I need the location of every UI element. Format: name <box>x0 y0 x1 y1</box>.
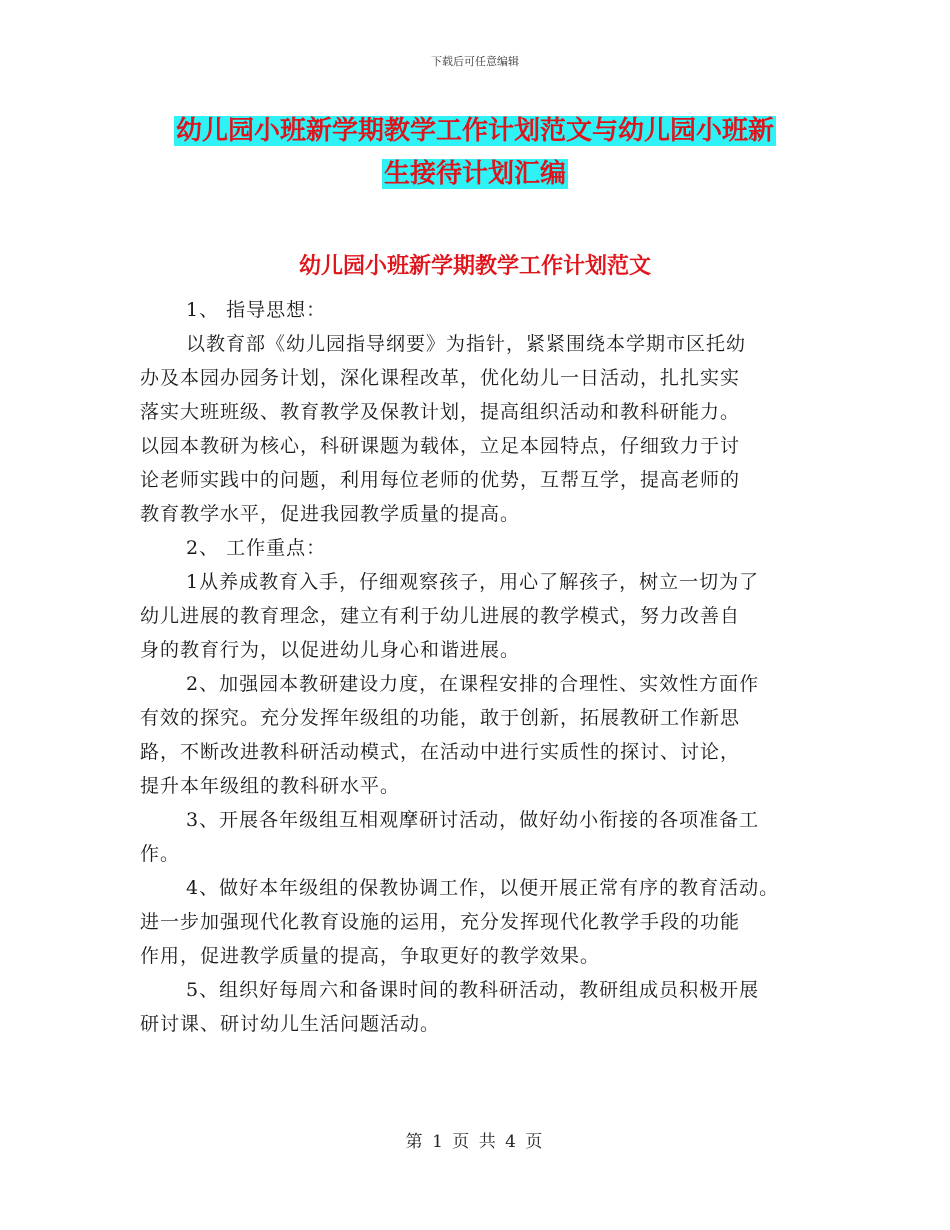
header-note: 下载后可任意编辑 <box>431 55 519 68</box>
body-line: 进一步加强现代化教育设施的运用，充分发挥现代化教学手段的功能 <box>140 911 741 933</box>
document-title-line-2 <box>0 157 950 191</box>
document-title-line-1 <box>0 114 950 148</box>
body-line: 有效的探究。充分发挥年级组的功能，敢于创新，拓展教研工作新思 <box>140 707 741 729</box>
body-line: 作。 <box>140 843 181 865</box>
body-line: 办及本园办园务计划，深化课程改革，优化幼儿一日活动，扎扎实实 <box>140 367 741 389</box>
body-line: 研讨课、研讨幼儿生活问题活动。 <box>140 1013 441 1035</box>
body-line: 4、做好本年级组的保教协调工作，以便开展正常有序的教育活动。 <box>186 877 780 899</box>
body-line: 路，不断改进教科研活动模式，在活动中进行实质性的探讨、讨论， <box>140 741 741 763</box>
page-number-footer: 第 1 页 共 4 页 <box>405 1132 545 1152</box>
body-line: 2、加强园本教研建设力度，在课程安排的合理性、实效性方面作 <box>186 673 760 695</box>
body-line: 提升本年级组的教科研水平。 <box>140 775 401 797</box>
document-body <box>140 293 820 1041</box>
heading-guiding-ideology: 1、 指导思想： <box>186 299 327 321</box>
document-title-text-1: 幼儿园小班新学期教学工作计划范文与幼儿园小班新 <box>175 116 774 146</box>
section-title: 幼儿园小班新学期教学工作计划范文 <box>298 254 651 279</box>
body-line: 身的教育行为，以促进幼儿身心和谐进展。 <box>140 639 521 661</box>
body-line: 5、组织好每周六和备课时间的教科研活动，教研组成员积极开展 <box>186 979 760 1001</box>
heading-work-focus: 2、 工作重点： <box>186 537 327 559</box>
body-line: 1从养成教育入手，仔细观察孩子，用心了解孩子，树立一切为了 <box>186 571 760 593</box>
body-line: 3、开展各年级组互相观摩研讨活动，做好幼小衔接的各项准备工 <box>186 809 760 831</box>
document-title-text-2: 生接待计划汇编 <box>383 159 566 189</box>
body-line: 幼儿进展的教育理念，建立有利于幼儿进展的教学模式，努力改善自 <box>140 605 741 627</box>
body-line: 论老师实践中的问题，利用每位老师的优势，互帮互学，提高老师的 <box>140 469 741 491</box>
body-line: 以园本教研为核心，科研课题为载体，立足本园特点，仔细致力于讨 <box>140 435 741 457</box>
body-line: 教育教学水平，促进我园教学质量的提高。 <box>140 503 521 525</box>
body-line: 落实大班班级、教育教学及保教计划，提高组织活动和教科研能力。 <box>140 401 741 423</box>
body-line: 作用，促进教学质量的提高，争取更好的教学效果。 <box>140 945 601 967</box>
body-line: 以教育部《幼儿园指导纲要》为指针，紧紧围绕本学期市区托幼 <box>186 333 747 355</box>
